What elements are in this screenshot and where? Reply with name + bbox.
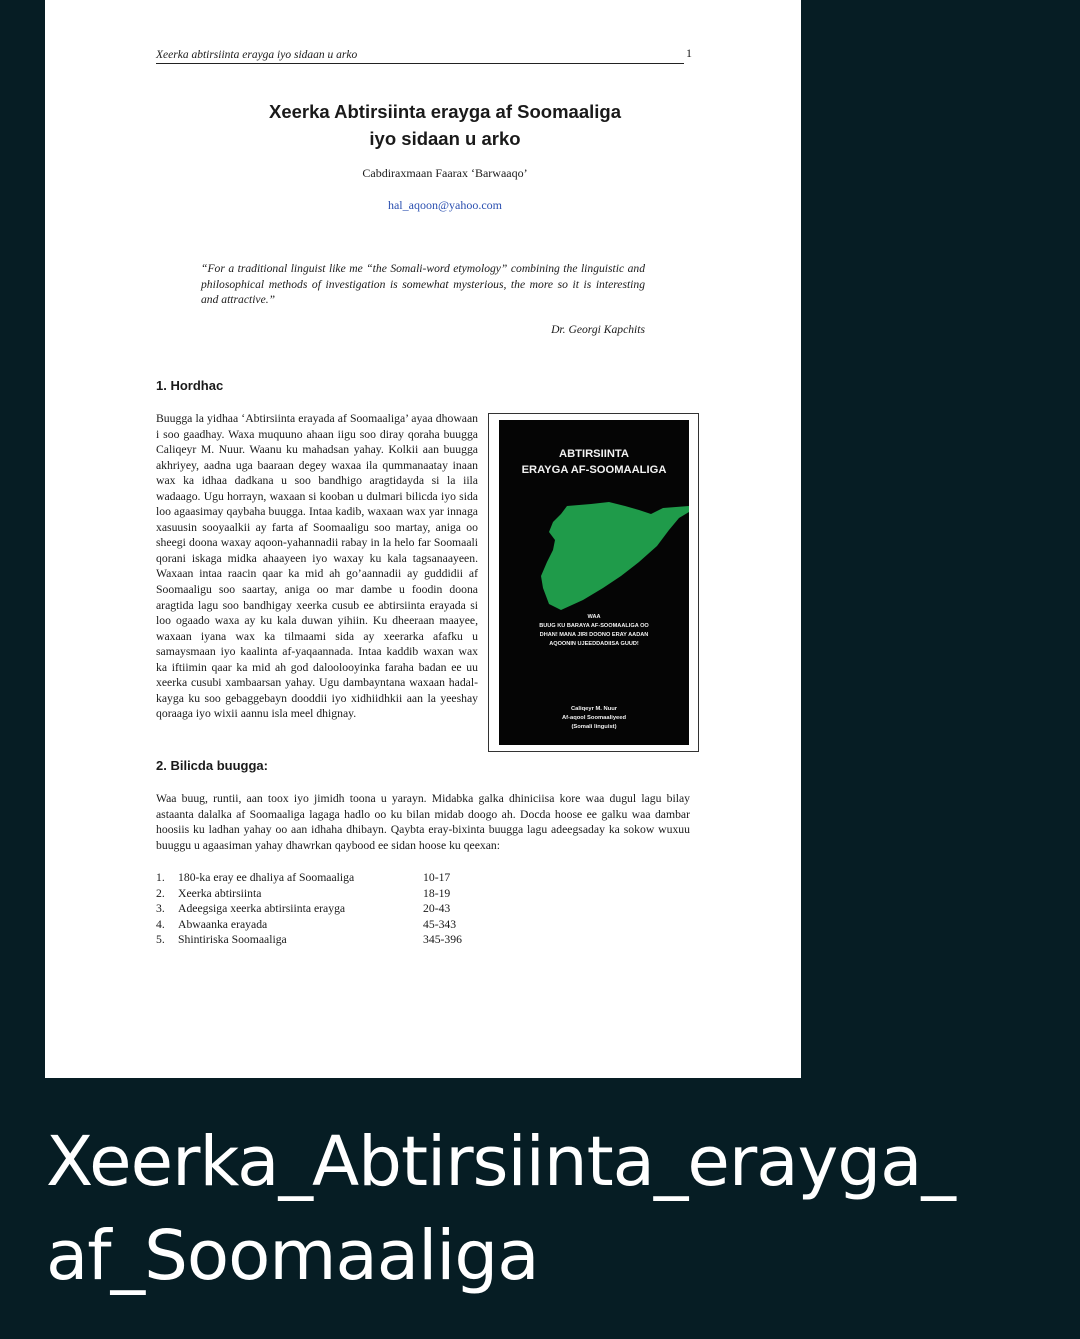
book-cover-title-line-1: ABTIRSIINTA bbox=[558, 448, 630, 460]
title-line-2: iyo sidaan u arko bbox=[369, 128, 521, 149]
book-cover bbox=[499, 420, 689, 745]
book-cover-image bbox=[488, 413, 699, 752]
book-cover-title-line-2: ERAYGA AF-SOOMAALIGA bbox=[521, 464, 667, 476]
file-name-line-2: af_Soomaaliga bbox=[46, 1216, 539, 1296]
running-head bbox=[156, 46, 692, 64]
epigraph-attribution: Dr. Georgi Kapchits bbox=[551, 323, 645, 336]
author-name: Cabdiraxmaan Faarax ‘Barwaaqo’ bbox=[362, 166, 528, 180]
list-item: 1. 180-ka eray ee dhaliya af Soomaaliga 10-17 bbox=[156, 871, 451, 884]
book-cover-author bbox=[499, 705, 689, 732]
book-cover-title bbox=[499, 446, 689, 478]
file-name-line-1: Xeerka_Abtirsiinta_erayga_ bbox=[46, 1122, 955, 1202]
page-number: 1 bbox=[686, 46, 692, 60]
cover-author-line-3: (Somali linguist) bbox=[571, 724, 617, 730]
document-page bbox=[45, 0, 801, 1078]
somali-map-shape bbox=[541, 502, 689, 610]
list-item: 5. Shintiriska Soomaaliga 345-396 bbox=[156, 933, 462, 947]
list-item: 2. Xeerka abtirsiinta 18-19 bbox=[156, 886, 451, 900]
tagline-line-3: DHAN! MANA JIRI DOONO ERAY AADAN bbox=[539, 632, 649, 638]
file-name-caption bbox=[46, 1115, 1066, 1303]
section-body-bilicda: Waa buug, runtii, aan toox iyo jimidh toona u yarayn. Midabka galka dhiniciisa kore waa dugul lagu bilay astaanta dalalka af Soomaaliga lagaga hadlo oo ku bilan midab doogo ah. Docda hoose ee galku waa dambar hoosiis ku ladhan yahay oo aan idhaha dhibayn. Qaybta eray-bixinta buugga lagu adeegsaday ka sokow wuxuu buuggu u agaasiman yahay dhawrkan qaybood ee sidan hoose ku qeexan: bbox=[156, 792, 690, 852]
somali-map-icon bbox=[539, 500, 689, 612]
epigraph-quote: “For a traditional linguist like me “the Somali-word etymology” combining the linguistic and philosophical methods of investigation is somewhat mysterious, the more so it is interesting and attractive.” bbox=[201, 262, 645, 307]
section-heading-bilicda: 2. Bilicda buugga: bbox=[156, 758, 268, 773]
book-cover-tagline bbox=[499, 613, 689, 649]
section-heading-hordhac: 1. Hordhac bbox=[156, 378, 224, 393]
list-item: 4. Abwaanka erayada 45-343 bbox=[156, 917, 457, 931]
running-head-text: Xeerka abtirsiinta erayga iyo sidaan u arko bbox=[156, 49, 358, 61]
tagline-line-1: WAA bbox=[587, 614, 601, 620]
document-title bbox=[156, 98, 734, 152]
section-body-hordhac: Buugga la yidhaa ‘Abtirsiinta erayada af Soomaaliga’ ayaa dhowaan i soo gaadhay. Waxa muquuno ahaan iigu soo diray qoraha buugga Caliqeyr M. Nuur. Waanu ku mahadsan yahay. Kolkii aan buugga akhriyey, aadna uga baaraan degey waxaa ila qummanaatay inaan wax ka idhaa dadkana u soo bandhigo aragtidayda si la iila wadaago. Ugu horrayn, waxaan si kooban u dulmari bilicda iyo sida loo agaasimay qaybaha buugga. Intaa kadib, waxaan wax yar innaga xasuusin sooyaalkii ay farta af Soomaaligu soo martay, aniga oo sheegi doona waxay aqoon-yahannadii rabay in la helo far Soomaali qorani iskaga midka ahaayeen iyo waxay ku kala tagsanaayeen. Waxaan intaa raacin qaar ka mid ah go’aannadii ay guddidii af Soomaaligu soo saartay, aniga oo mar dambe u foodin doona aragtida lagu soo bandhigay xeerka cusub ee abtirsiinta erayada si loo ogaado waxa ay ku kala duwan yihiin. Ku dheeraan maayee, waxaan iyana wax ka tilmaami sida ay xeerarka afafku u samaysmaan iyo kaalinta af-yaqaannada. Intaa kaddib waxan wax ka iftiimin qaar ka mid ah god daloolooyinka faraha badan ee uu xeerka cusubi xambaarsan yahay. Ugu dambayntana waxaan hadal-kayga ku soo gebaggebayn dooddii iyo xidhiidhkii aan la yeeshay qoraaga iyo wixii aannu isla meel dhignay. bbox=[156, 412, 478, 721]
list-item: 3. Adeegsiga xeerka abtirsiinta erayga 20-43 bbox=[156, 902, 451, 916]
author-email-link[interactable]: hal_aqoon@yahoo.com bbox=[387, 198, 503, 212]
title-line-1: Xeerka Abtirsiinta erayga af Soomaaliga bbox=[269, 101, 621, 122]
cover-author-line-1: Caliqeyr M. Nuur bbox=[570, 706, 618, 712]
contents-list bbox=[156, 870, 516, 948]
cover-author-line-2: Af-aqool Soomaaliyeed bbox=[561, 715, 627, 721]
tagline-line-4: AQOONIN UJEEDDADIISA GUUD! bbox=[549, 641, 639, 647]
tagline-line-2: BUUG KU BARAYA AF-SOOMAALIGA OO bbox=[539, 623, 649, 629]
